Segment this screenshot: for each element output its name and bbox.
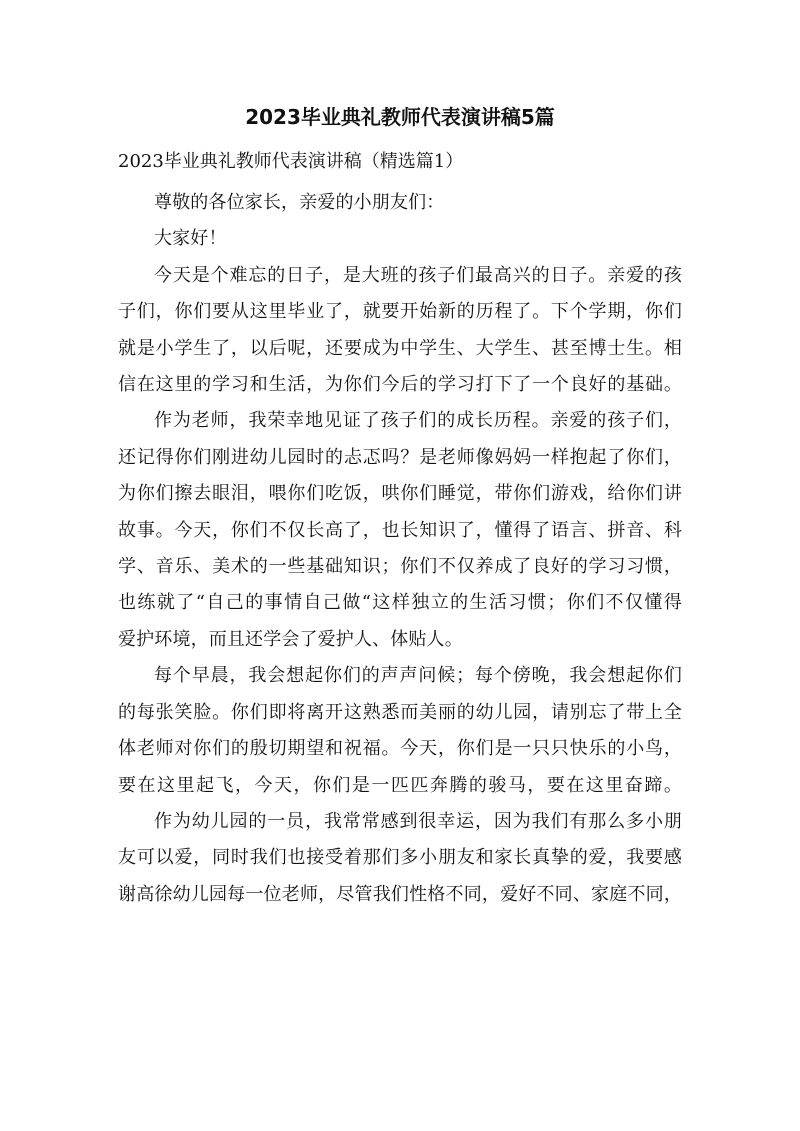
paragraph-line: 还记得你们刚进幼儿园时的忐忑吗？是老师像妈妈一样抱起了你们， bbox=[118, 446, 682, 468]
paragraph-line: 作为老师，我荣幸地见证了孩子们的成长历程。亲爱的孩子们， bbox=[154, 410, 682, 432]
paragraph-line: 故事。今天，你们不仅长高了，也长知识了，懂得了语言、拼音、科 bbox=[118, 519, 682, 541]
paragraph-hello bbox=[118, 221, 682, 257]
paragraph-line: 今天是个难忘的日子，是大班的孩子们最高兴的日子。亲爱的孩 bbox=[154, 264, 682, 286]
paragraph-greeting bbox=[118, 185, 682, 221]
paragraph-line: 的每张笑脸。你们即将离开这熟悉而美丽的幼儿园，请别忘了带上全 bbox=[118, 701, 682, 723]
paragraph-line: 作为幼儿园的一员，我常常感到很幸运，因为我们有那么多小朋 bbox=[154, 810, 682, 832]
paragraph-line: 子们，你们要从这里毕业了，就要开始新的历程了。下个学期，你们 bbox=[118, 301, 682, 323]
paragraph-line: 为你们擦去眼泪，喂你们吃饭，哄你们睡觉，带你们游戏，给你们讲 bbox=[118, 483, 682, 505]
paragraph-line: 信在这里的学习和生活，为你们今后的学习打下了一个良好的基础。 bbox=[118, 374, 682, 396]
paragraph-line: 尊敬的各位家长，亲爱的小朋友们： bbox=[154, 192, 445, 213]
paragraph-line: 爱护环境，而且还学会了爱护人、体贴人。 bbox=[118, 628, 463, 650]
paragraph-line: 每个早晨，我会想起你们的声声问候；每个傍晚，我会想起你们 bbox=[154, 665, 682, 687]
paragraph-line: 友可以爱，同时我们也接受着那们多小朋友和家长真挚的爱，我要感 bbox=[118, 847, 682, 869]
paragraph-line: 大家好！ bbox=[154, 228, 227, 250]
paragraph-line: 就是小学生了，以后呢，还要成为中学生、大学生、甚至博士生。相 bbox=[118, 337, 682, 359]
paragraph-line: 体老师对你们的殷切期望和祝福。今天，你们是一只只快乐的小鸟， bbox=[118, 738, 682, 760]
paragraph-line: 也练就了“自己的事情自己做“这样独立的生活习惯；你们不仅懂得 bbox=[118, 592, 682, 614]
document-title: 2023毕业典礼教师代表演讲稿5篇 bbox=[245, 105, 555, 129]
paragraph-line: 谢高徐幼儿园每一位老师，尽管我们性格不同，爱好不同、家庭不同， bbox=[118, 883, 682, 905]
document-body bbox=[118, 185, 682, 913]
paragraph-1 bbox=[118, 258, 682, 404]
paragraph-line: 要在这里起飞，今天，你们是一匹匹奔腾的骏马，要在这里奋蹄。 bbox=[118, 774, 682, 796]
paragraph-line: 学、音乐、美术的一些基础知识；你们不仅养成了良好的学习习惯， bbox=[118, 556, 682, 578]
section-heading: 2023毕业典礼教师代表演讲稿（精选篇1） bbox=[118, 151, 464, 172]
paragraph-2 bbox=[118, 403, 682, 658]
paragraph-4 bbox=[118, 804, 682, 913]
paragraph-3 bbox=[118, 658, 682, 804]
